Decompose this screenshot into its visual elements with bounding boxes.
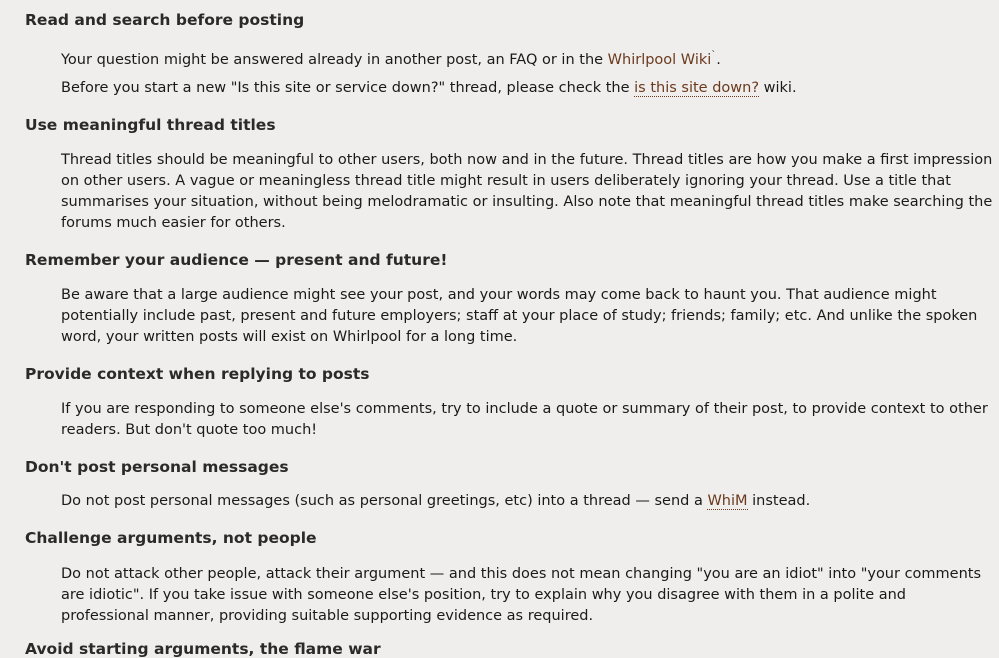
- is-this-site-down-link[interactable]: is this site down?: [634, 80, 760, 96]
- text-before-wiki-link: Your question might be answered already in another post, an FAQ or in the: [61, 51, 608, 68]
- paragraph-remember-audience: Be aware that a large audience might see your post, and your words may come back to haunt you. That audience might potentially include past, present and future employers; staff at your place of study; friends; family; etc. And unlike the spoken word, your written posts will exist on Whirlpool for a long time.: [61, 287, 978, 345]
- text-before-whim-link: Do not post personal messages (such as personal greetings, etc) into a thread — send a: [61, 493, 708, 509]
- external-link-icon: `: [711, 50, 717, 61]
- heading-provide-context: Provide context when replying to posts: [25, 365, 370, 383]
- heading-avoid-starting-arguments: Avoid starting arguments, the flame war: [25, 640, 381, 658]
- heading-remember-audience: Remember your audience — present and future!: [25, 251, 448, 269]
- text-after-site-down-link: wiki.: [759, 80, 797, 96]
- whim-link[interactable]: WhiM: [707, 493, 748, 509]
- heading-personal-messages: Don't post personal messages: [25, 458, 289, 476]
- whirlpool-wiki-link[interactable]: Whirlpool Wiki: [607, 51, 712, 68]
- paragraph-provide-context: If you are responding to someone else's comments, try to include a quote or summary of their post, to provide context to other readers. But don't quote too much!: [61, 401, 988, 438]
- paragraph-challenge-arguments: Do not attack other people, attack their argument — and this does not mean changing "you are an idiot" into "your comments are idiotic". If you take issue with someone else's position, try to explain why you disagree with them in a polite and professional manner, providing suitable supporting evidence as required.: [61, 566, 982, 624]
- paragraph-personal-messages: [61, 491, 993, 512]
- heading-challenge-arguments: Challenge arguments, not people: [25, 529, 317, 547]
- heading-read-and-search: Read and search before posting: [25, 11, 305, 29]
- paragraph-answered-already: [61, 45, 993, 71]
- paragraph-site-down: [61, 78, 993, 99]
- text-after-whim-link: instead.: [747, 493, 811, 509]
- text-before-site-down-link: Before you start a new "Is this site or service down?" thread, please check the: [61, 80, 635, 96]
- heading-meaningful-titles: Use meaningful thread titles: [25, 116, 276, 134]
- paragraph-meaningful-titles: Thread titles should be meaningful to other users, both now and in the future. Thread titles are how you make a first impression on other users. A vague or meaningless thread title might result in users deliberately ignoring your thread. Use a title that summarises your situation, without being melodramatic or insulting. Also note that meaningful thread titles make searching the forums much easier for others.: [61, 152, 993, 231]
- text-after-wiki-link: .: [716, 51, 721, 68]
